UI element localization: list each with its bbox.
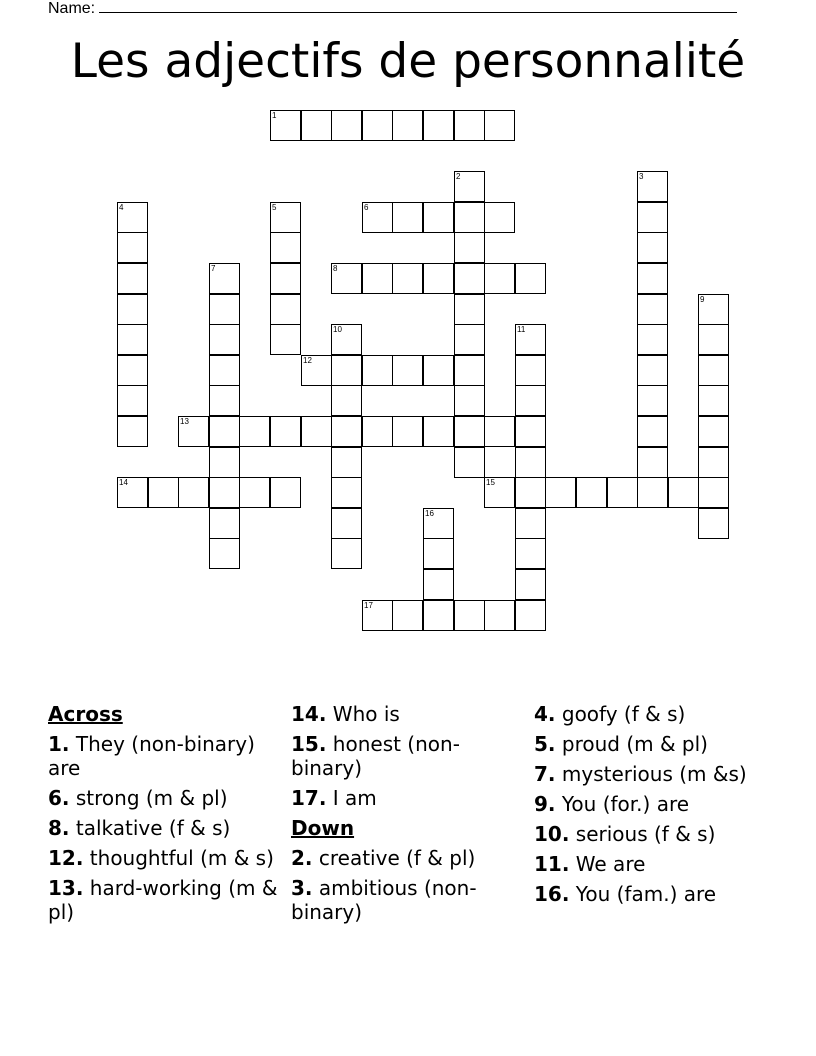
grid-cell[interactable] (117, 416, 148, 447)
grid-cell[interactable] (209, 477, 240, 508)
grid-cell[interactable] (637, 477, 668, 508)
grid-cell[interactable] (637, 232, 668, 263)
grid-cell[interactable] (454, 263, 485, 294)
grid-cell[interactable] (270, 110, 301, 141)
grid-cell[interactable] (209, 263, 240, 294)
clue-item (291, 732, 521, 780)
grid-cell[interactable] (484, 263, 515, 294)
clue-number: 17 (364, 601, 373, 610)
grid-cell[interactable] (698, 324, 729, 355)
clue-text: They (non-binary) are (48, 732, 255, 780)
grid-cell[interactable] (148, 477, 179, 508)
clues-column-3 (534, 702, 764, 912)
grid-cell[interactable] (301, 355, 332, 386)
down-heading: Down (291, 816, 355, 840)
clue-number: 12 (303, 356, 312, 365)
grid-cell[interactable] (637, 447, 668, 478)
clue-number: 13 (180, 417, 189, 426)
grid-cell[interactable] (484, 477, 515, 508)
grid-cell[interactable] (637, 294, 668, 325)
clue-text: You (fam.) are (569, 882, 717, 906)
clue-number: 4 (119, 203, 124, 212)
clue-text: proud (m & pl) (555, 732, 708, 756)
clue-text: thoughtful (m & s) (83, 846, 274, 870)
clues-column-2 (291, 702, 521, 930)
grid-cell[interactable] (392, 202, 423, 233)
grid-cell[interactable] (454, 355, 485, 386)
grid-cell[interactable] (331, 263, 362, 294)
grid-cell[interactable] (515, 447, 546, 478)
clue-number: 7 (211, 264, 216, 273)
clues-column-1 (48, 702, 278, 930)
clue-number-label: 11. (534, 852, 570, 876)
grid-cell[interactable] (637, 202, 668, 233)
grid-cell[interactable] (392, 600, 423, 631)
grid-cell[interactable] (637, 355, 668, 386)
grid-cell[interactable] (698, 355, 729, 386)
clue-text: goofy (f & s) (555, 702, 686, 726)
clue-item (48, 816, 278, 840)
grid-cell[interactable] (637, 263, 668, 294)
clue-item (291, 846, 521, 870)
grid-cell[interactable] (454, 110, 485, 141)
grid-cell[interactable] (209, 324, 240, 355)
grid-cell[interactable] (117, 355, 148, 386)
clue-number-label: 2. (291, 846, 313, 870)
grid-cell[interactable] (239, 477, 270, 508)
grid-cell[interactable] (607, 477, 638, 508)
grid-cell[interactable] (423, 202, 454, 233)
grid-cell[interactable] (117, 477, 148, 508)
clue-item (48, 846, 278, 870)
grid-cell[interactable] (331, 110, 362, 141)
clue-number-label: 7. (534, 762, 556, 786)
grid-cell[interactable] (515, 477, 546, 508)
name-label: Name: (48, 0, 96, 17)
grid-cell[interactable] (515, 569, 546, 600)
grid-cell[interactable] (423, 416, 454, 447)
grid-cell[interactable] (117, 202, 148, 233)
clue-text: We are (569, 852, 646, 876)
grid-cell[interactable] (423, 110, 454, 141)
clue-item (291, 702, 521, 726)
grid-cell[interactable] (423, 569, 454, 600)
clue-item (291, 876, 521, 924)
grid-cell[interactable] (637, 324, 668, 355)
grid-cell[interactable] (637, 385, 668, 416)
grid-cell[interactable] (454, 171, 485, 202)
grid-cell[interactable] (515, 600, 546, 631)
clue-number-label: 16. (534, 882, 570, 906)
grid-cell[interactable] (698, 294, 729, 325)
clue-number-label: 3. (291, 876, 313, 900)
clue-number-label: 13. (48, 876, 84, 900)
grid-cell[interactable] (270, 324, 301, 355)
grid-cell[interactable] (301, 416, 332, 447)
clue-item (534, 882, 764, 906)
clue-item (534, 732, 764, 756)
grid-cell[interactable] (515, 538, 546, 569)
grid-cell[interactable] (698, 385, 729, 416)
grid-cell[interactable] (301, 110, 332, 141)
grid-cell[interactable] (209, 385, 240, 416)
down-clue-list (291, 846, 521, 924)
down-clue-list-continued (534, 702, 764, 906)
grid-cell[interactable] (331, 324, 362, 355)
grid-cell[interactable] (515, 385, 546, 416)
grid-cell[interactable] (515, 324, 546, 355)
clue-number: 10 (333, 325, 342, 334)
grid-cell[interactable] (484, 600, 515, 631)
grid-cell[interactable] (515, 355, 546, 386)
grid-cell[interactable] (270, 477, 301, 508)
clue-item (48, 786, 278, 810)
clue-number-label: 4. (534, 702, 556, 726)
clue-text: ambitious (non-binary) (291, 876, 477, 924)
grid-cell[interactable] (331, 508, 362, 539)
grid-cell[interactable] (484, 110, 515, 141)
grid-cell[interactable] (454, 202, 485, 233)
grid-cell[interactable] (331, 477, 362, 508)
clue-text: serious (f & s) (569, 822, 716, 846)
grid-cell[interactable] (209, 447, 240, 478)
clue-item (534, 852, 764, 876)
clue-number: 8 (333, 264, 338, 273)
clue-text: hard-working (m & pl) (48, 876, 278, 924)
clue-number-label: 15. (291, 732, 327, 756)
grid-cell[interactable] (454, 447, 485, 478)
grid-cell[interactable] (362, 600, 393, 631)
grid-cell[interactable] (331, 447, 362, 478)
grid-cell[interactable] (637, 171, 668, 202)
clue-number: 15 (486, 478, 495, 487)
clue-number: 3 (639, 172, 644, 181)
grid-cell[interactable] (637, 416, 668, 447)
grid-cell[interactable] (454, 324, 485, 355)
grid-cell[interactable] (454, 385, 485, 416)
grid-cell[interactable] (454, 294, 485, 325)
clue-number: 2 (456, 172, 461, 181)
grid-cell[interactable] (270, 416, 301, 447)
clue-number-label: 10. (534, 822, 570, 846)
page-title: Les adjectifs de personnalité (70, 34, 746, 89)
grid-cell[interactable] (209, 416, 240, 447)
grid-cell[interactable] (484, 416, 515, 447)
clue-number-label: 8. (48, 816, 70, 840)
grid-cell[interactable] (209, 508, 240, 539)
clue-item (291, 786, 521, 810)
clue-number-label: 1. (48, 732, 70, 756)
grid-cell[interactable] (362, 263, 393, 294)
grid-cell[interactable] (270, 263, 301, 294)
grid-cell[interactable] (423, 355, 454, 386)
grid-cell[interactable] (209, 294, 240, 325)
clue-number-label: 5. (534, 732, 556, 756)
clue-number: 1 (272, 111, 277, 120)
grid-cell[interactable] (423, 263, 454, 294)
grid-cell[interactable] (392, 416, 423, 447)
grid-cell[interactable] (698, 447, 729, 478)
grid-cell[interactable] (423, 508, 454, 539)
clue-number: 6 (364, 203, 369, 212)
grid-cell[interactable] (117, 294, 148, 325)
clue-text: mysterious (m &s) (555, 762, 747, 786)
grid-cell[interactable] (668, 477, 699, 508)
grid-cell[interactable] (545, 477, 576, 508)
across-heading: Across (48, 702, 123, 726)
clue-text: I am (326, 786, 377, 810)
clue-number: 5 (272, 203, 277, 212)
clue-text: talkative (f & s) (69, 816, 231, 840)
grid-cell[interactable] (270, 294, 301, 325)
grid-cell[interactable] (117, 263, 148, 294)
clue-text: strong (m & pl) (69, 786, 228, 810)
grid-cell[interactable] (454, 600, 485, 631)
grid-cell[interactable] (515, 416, 546, 447)
grid-cell[interactable] (117, 232, 148, 263)
clue-number-label: 6. (48, 786, 70, 810)
clue-number: 9 (700, 295, 705, 304)
clue-number-label: 14. (291, 702, 327, 726)
grid-cell[interactable] (209, 538, 240, 569)
grid-cell[interactable] (362, 355, 393, 386)
clue-text: Who is (326, 702, 400, 726)
grid-cell[interactable] (331, 538, 362, 569)
grid-cell[interactable] (270, 232, 301, 263)
grid-cell[interactable] (423, 538, 454, 569)
clue-item (534, 702, 764, 726)
grid-cell[interactable] (117, 324, 148, 355)
clue-item (534, 792, 764, 816)
grid-cell[interactable] (331, 416, 362, 447)
clue-number-label: 9. (534, 792, 556, 816)
grid-cell[interactable] (362, 202, 393, 233)
grid-cell[interactable] (576, 477, 607, 508)
grid-cell[interactable] (423, 600, 454, 631)
grid-cell[interactable] (331, 355, 362, 386)
clue-number-label: 17. (291, 786, 327, 810)
clue-text: You (for.) are (555, 792, 690, 816)
grid-cell[interactable] (362, 416, 393, 447)
grid-cell[interactable] (392, 263, 423, 294)
grid-cell[interactable] (270, 202, 301, 233)
grid-cell[interactable] (515, 508, 546, 539)
grid-cell[interactable] (331, 385, 362, 416)
clue-text: creative (f & pl) (312, 846, 476, 870)
grid-cell[interactable] (392, 355, 423, 386)
across-clue-list (48, 732, 278, 924)
grid-cell[interactable] (178, 416, 209, 447)
grid-cell[interactable] (698, 477, 729, 508)
clue-text: honest (non-binary) (291, 732, 460, 780)
grid-cell[interactable] (392, 110, 423, 141)
grid-cell[interactable] (515, 263, 546, 294)
clue-number: 16 (425, 509, 434, 518)
across-clue-list-continued (291, 702, 521, 810)
clue-item (534, 822, 764, 846)
grid-cell[interactable] (484, 202, 515, 233)
grid-cell[interactable] (239, 416, 270, 447)
grid-cell[interactable] (698, 508, 729, 539)
clue-item (48, 876, 278, 924)
grid-cell[interactable] (698, 416, 729, 447)
grid-cell[interactable] (362, 110, 393, 141)
clue-item (48, 732, 278, 780)
grid-cell[interactable] (454, 232, 485, 263)
clue-number: 11 (517, 325, 526, 334)
grid-cell[interactable] (209, 355, 240, 386)
clue-number: 14 (119, 478, 128, 487)
clue-item (534, 762, 764, 786)
grid-cell[interactable] (454, 416, 485, 447)
grid-cell[interactable] (178, 477, 209, 508)
grid-cell[interactable] (117, 385, 148, 416)
clue-number-label: 12. (48, 846, 84, 870)
